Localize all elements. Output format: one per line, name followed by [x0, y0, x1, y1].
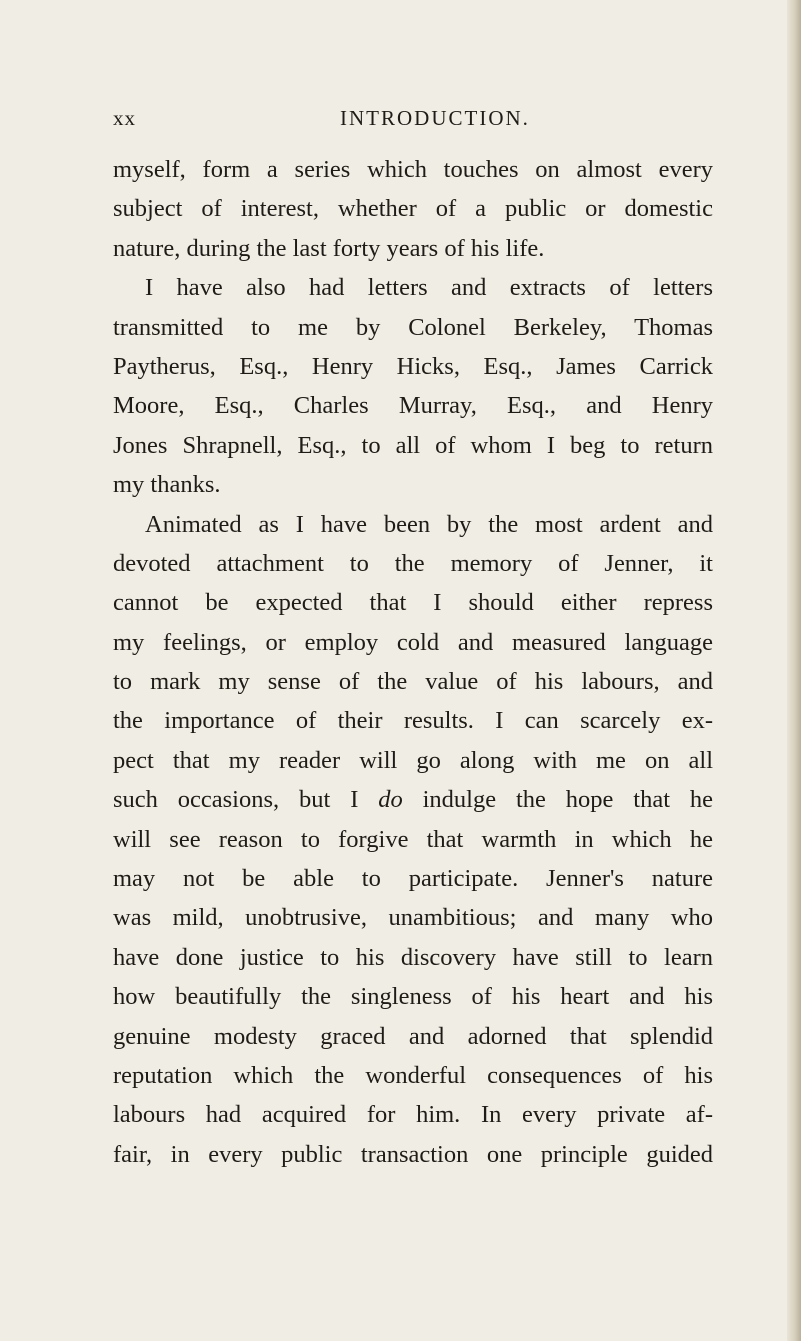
text-line: my thanks.	[113, 471, 221, 499]
running-head: INTRODUCTION.	[340, 106, 530, 130]
text-line: will see reason to forgive that warmth in which he	[113, 825, 713, 853]
text-line: the importance of their results. I can scarcely ex-	[113, 707, 713, 735]
text-line	[113, 780, 713, 819]
text-line: pect that my reader will go along with me on all	[113, 746, 713, 774]
text-line: subject of interest, whether of a public or domestic	[113, 195, 713, 223]
text-line: to mark my sense of the value of his labours, and	[113, 668, 713, 696]
text-line: have done justice to his discovery have still to learn	[113, 943, 713, 971]
text-line: labours had acquired for him. In every private af-	[113, 1101, 713, 1129]
page-number: xx	[113, 106, 136, 130]
text-line: transmitted to me by Colonel Berkeley, Thomas	[113, 313, 713, 341]
text-line: genuine modesty graced and adorned that splendid	[113, 1022, 713, 1050]
text-line: was mild, unobtrusive, unambitious; and many who	[113, 904, 713, 932]
text-line: myself, form a series which touches on almost every	[113, 156, 713, 183]
text-line: Paytherus, Esq., Henry Hicks, Esq., James Carrick	[113, 352, 713, 380]
paragraph-start-line: Animated as I have been by the most ardent and	[145, 510, 713, 538]
page-header	[113, 106, 713, 136]
text-line: my feelings, or employ cold and measured language	[113, 628, 713, 656]
text-line: devoted attachment to the memory of Jenner, it	[113, 549, 713, 577]
text-segment: such occasions, but I	[113, 786, 379, 814]
text-line: cannot be expected that I should either repress	[113, 589, 713, 617]
text-line: nature, during the last forty years of his life.	[113, 234, 545, 262]
body-text	[113, 150, 713, 1174]
page-edge	[787, 0, 801, 1341]
emphasis-text: do	[378, 786, 403, 814]
text-line: reputation which the wonderful consequences of his	[113, 1061, 713, 1089]
text-line: Moore, Esq., Charles Murray, Esq., and Henry	[113, 392, 713, 420]
text-line: how beautifully the singleness of his heart and his	[113, 983, 713, 1011]
paragraph-start-line: I have also had letters and extracts of letters	[145, 274, 713, 302]
text-line: may not be able to participate. Jenner's nature	[113, 865, 713, 893]
text-segment: indulge the hope that he	[402, 786, 713, 814]
text-line: Jones Shrapnell, Esq., to all of whom I beg to return	[113, 431, 713, 459]
text-line: fair, in every public transaction one principle guided	[113, 1140, 713, 1168]
